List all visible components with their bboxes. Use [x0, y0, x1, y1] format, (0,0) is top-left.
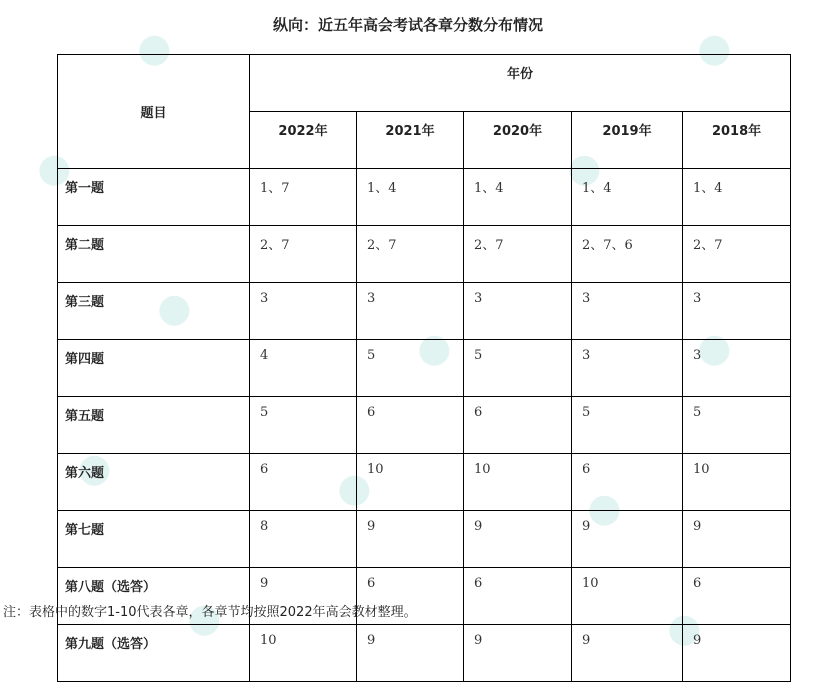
table-cell: 6: [464, 397, 572, 454]
table-cell: 1、7: [250, 169, 357, 226]
table-cell: 5: [464, 340, 572, 397]
table-cell: 2、7: [250, 226, 357, 283]
table-cell: 2、7: [357, 226, 464, 283]
table-cell: 8: [250, 511, 357, 568]
table-row: [58, 511, 791, 568]
row-label: 第八题（选答）: [58, 568, 250, 625]
table-cell: 3: [357, 283, 464, 340]
table-cell: 5: [250, 397, 357, 454]
year-group-header: 年份: [250, 55, 791, 112]
table-cell: 9: [357, 625, 464, 682]
table-cell: 1、4: [464, 169, 572, 226]
table-row: [58, 397, 791, 454]
row-label: 第七题: [58, 511, 250, 568]
year-header: 2020年: [464, 112, 572, 169]
table-cell: 6: [572, 454, 683, 511]
row-label: 第三题: [58, 283, 250, 340]
table-cell: 10: [464, 454, 572, 511]
table-cell: 1、4: [683, 169, 791, 226]
table-cell: 3: [464, 283, 572, 340]
table-row: [58, 340, 791, 397]
table-cell: 1、4: [357, 169, 464, 226]
table-cell: 9: [572, 511, 683, 568]
table-cell: 10: [683, 454, 791, 511]
table-cell: 6: [464, 568, 572, 625]
topic-header: 题目: [58, 55, 250, 169]
year-header: 2022年: [250, 112, 357, 169]
table-row: [58, 454, 791, 511]
table-cell: 9: [464, 511, 572, 568]
table-cell: 5: [357, 340, 464, 397]
row-label: 第一题: [58, 169, 250, 226]
table-cell: 6: [683, 568, 791, 625]
table-cell: 5: [572, 397, 683, 454]
table-cell: 2、7: [683, 226, 791, 283]
table-cell: 3: [250, 283, 357, 340]
table-cell: 3: [683, 283, 791, 340]
year-header: 2018年: [683, 112, 791, 169]
table-cell: 10: [572, 568, 683, 625]
table-cell: 4: [250, 340, 357, 397]
table-cell: 6: [357, 568, 464, 625]
row-label: 第四题: [58, 340, 250, 397]
table-cell: 6: [357, 397, 464, 454]
table-cell: 10: [357, 454, 464, 511]
table-cell: 9: [572, 625, 683, 682]
score-distribution-table: [57, 54, 791, 682]
row-label: 第六题: [58, 454, 250, 511]
row-label: 第九题（选答）: [58, 625, 250, 682]
page-title: 纵向：近五年高会考试各章分数分布情况: [272, 16, 543, 34]
table-cell: 10: [250, 625, 357, 682]
table-cell: 3: [683, 340, 791, 397]
table-cell: 5: [683, 397, 791, 454]
table-cell: 2、7: [464, 226, 572, 283]
table-cell: 9: [357, 511, 464, 568]
table-cell: 1、4: [572, 169, 683, 226]
table-cell: 2、7、6: [572, 226, 683, 283]
table-cell: 9: [464, 625, 572, 682]
table-cell: 9: [250, 568, 357, 625]
header-row-group: [58, 55, 791, 112]
table-row: [58, 169, 791, 226]
table-cell: 3: [572, 340, 683, 397]
year-header: 2021年: [357, 112, 464, 169]
year-header: 2019年: [572, 112, 683, 169]
footnote: 注：表格中的数字1-10代表各章，各章节均按照2022年高会教材整理。: [3, 605, 417, 620]
table-row: [58, 625, 791, 682]
table-cell: 6: [250, 454, 357, 511]
row-label: 第五题: [58, 397, 250, 454]
table-row: [58, 226, 791, 283]
table-cell: 9: [683, 511, 791, 568]
table-row: [58, 283, 791, 340]
table-cell: 3: [572, 283, 683, 340]
table-cell: 9: [683, 625, 791, 682]
row-label: 第二题: [58, 226, 250, 283]
